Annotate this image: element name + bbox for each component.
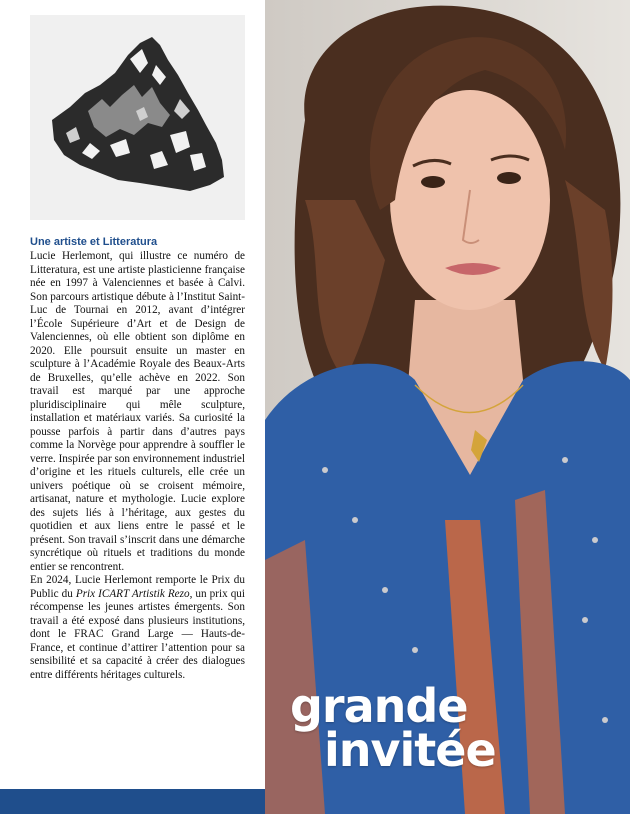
article-paragraph-1: Lucie Herlemont, qui illustre ce numéro de Litteratura, est une artiste plasticienne française née en 1997 à Valenciennes et basée à Calvi. Son parcours artistique débute à l’Institut Saint-Luc de Tournai en 2012, avant d’intégrer l’École Supérieure d’Art et de Design de Valenciennes, où elle obtient son diplôme en 2020. Elle poursuit ensuite un master en sculpture à l’Académie Royale des Beaux-Arts de Bruxelles, qu’elle achève en 2022. Son travail est marqué par une approche pluridisciplinaire qui mêle sculpture, installation et matériaux variés. Sa curiosité la pousse parfois à partir dans d’autres pays comme la Norvège pour apprendre à souffler le verre. Inspirée par son environnement industriel d’origine et les rituels culturels, elle crée un univers poétique où se croisent mémoire, artisanat, nature et mythologie. Lucie explore des sujets liés à l’héritage, aux gestes du quotidien et aux liens entre le passé et le présent. Son travail s’inscrit dans une démarche syncrétique où rituels et traditions du monde entier se rencontrent. [30,250,245,573]
headline-line-2: invitée [324,723,496,777]
paragraph-2-end: , un prix qui récompense les jeunes artistes émergents. Son travail a été exposé dans plusieurs institutions, dont le FRAC Grand Large — Hauts-de-France, et continue d’attirer l’attention pour sa sensibilité et sa capacité à créer des dialogues entre différents héritages culturels. [30,587,246,681]
left-column [0,0,265,814]
bottom-color-band [0,789,265,814]
article-heading: Une artiste et Litteratura [30,236,158,248]
mountain-drawing-icon [30,15,245,220]
article-paragraph-2 [30,574,245,682]
paragraph-2-start: En 2024, Lucie Herlemont remporte le Prix du Public du [30,574,245,600]
headline-line-1: grande [290,679,468,733]
artwork-image [30,15,245,220]
headline [290,679,610,777]
article-body [30,236,245,682]
prize-name: Prix ICART Artistik Rezo [75,587,190,600]
